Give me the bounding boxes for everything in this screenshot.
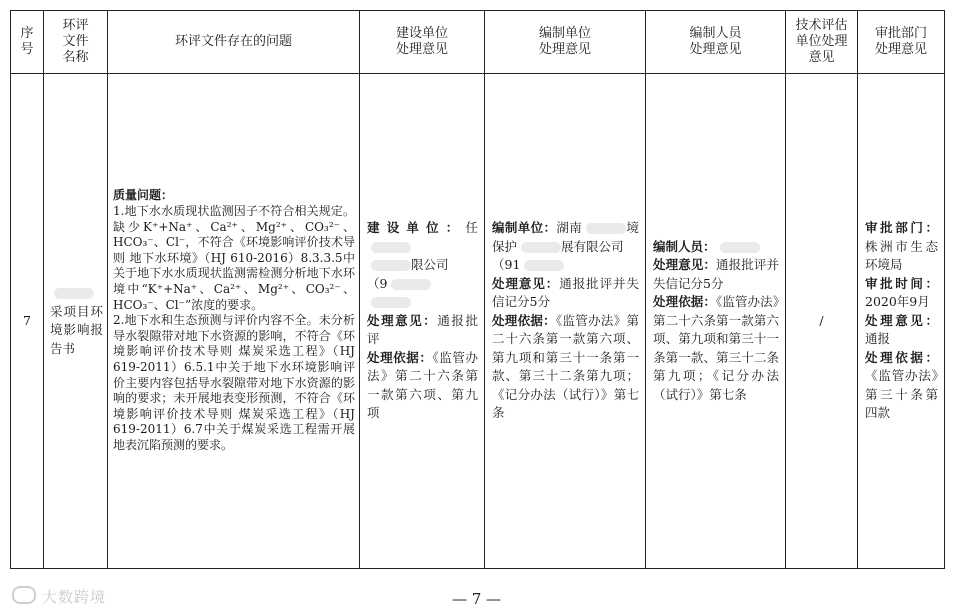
- redacted-text: [54, 288, 94, 299]
- compiler-person-basis-label: 处理依据：: [653, 294, 716, 310]
- redacted-text: [391, 279, 431, 290]
- issues-title: 质量问题：: [113, 188, 174, 203]
- redacted-text: [371, 297, 411, 308]
- compiler-unit-basis-line: [492, 312, 639, 423]
- compiler-unit-label: 编制单位：: [492, 220, 557, 236]
- header-compiler-person-opinion: 编制人员 处理意见: [646, 11, 786, 74]
- compiler-unit-opinion-line: [492, 275, 639, 312]
- tech-eval-opinion-cell: [786, 74, 858, 569]
- redacted-text: [371, 260, 411, 271]
- approval-dept-line: [865, 219, 938, 275]
- builder-unit-value-2: 限公司: [411, 257, 449, 273]
- approval-opinion-value: 通报: [865, 331, 891, 347]
- table-row: [11, 74, 945, 569]
- watermark-text: 大数跨境: [42, 588, 107, 606]
- compiler-unit-value: 湖南: [556, 220, 583, 236]
- issue-paragraph-2: 2.地下水和生态预测与评价内容不全。未分析导水裂隙带对地下水资源的影响，不符合《环境影响评价技术导则 煤炭采选工程》（HJ 619-2011）6.5.1中关于地下水环境影响评价主要内容包括导水裂隙带对地下水资源的影响的要求；未开展地表变形预测，不符合《环境影响评价技术导则 煤炭采选工程》（HJ 619-2011）6.7中关于煤炭采选工程需开展地表沉陷预测的要求。: [113, 313, 355, 452]
- compiler-unit-value-3: 展有限公司: [561, 238, 624, 254]
- approval-opinion-line: [865, 312, 938, 349]
- approval-basis-line: [865, 349, 938, 423]
- header-issues: 环评文件存在的问题: [108, 11, 360, 74]
- tech-eval-value: /: [819, 312, 824, 328]
- compiler-person-opinion-line: [653, 256, 779, 293]
- approval-dept-value: 株洲市生态环境局: [865, 238, 938, 273]
- doc-name: 采项目环境影响报告书: [50, 303, 103, 356]
- evaluation-issues-table: [10, 10, 945, 569]
- doc-name-cell: [44, 74, 108, 569]
- redacted-text: [371, 242, 411, 253]
- builder-code: （9: [367, 275, 388, 291]
- builder-unit-line-2: [367, 256, 478, 275]
- builder-opinion-value: 通报批评: [367, 312, 478, 347]
- approval-basis-value: 《监管办法》第三十条第四款: [865, 368, 938, 421]
- builder-redacted-line: [367, 293, 478, 312]
- compiler-person-basis-line: [653, 293, 779, 404]
- approval-opinion-cell: [858, 74, 945, 569]
- compiler-unit-line: [492, 219, 639, 256]
- compiler-person-basis-value: 《监管办法》第二十六条第一款第六项、第九项和第三十一条第一款、第三十二条第九项；《记分办法（试行）》第七条: [653, 294, 779, 402]
- compiler-unit-basis-value: 《监管办法》第二十六条第一款第六项、第九项和第三十一条第一款、第三十二条第九项；《记分办法（试行）》第七条: [492, 312, 639, 421]
- issue-paragraph-1: 1.地下水水质现状监测因子不符合相关规定。缺少K⁺+Na⁺、Ca²⁺、Mg²⁺、CO₃²⁻、HCO₃⁻、Cl⁻，不符合《环境影响评价技术导则 地下水环境》（HJ 610-2016）8.3.3.5中关于地下水水质现状监测需检测分析地下水环境中“K⁺+Na⁺、Ca²⁺、Mg²⁺、CO₃²⁻、HCO₃⁻、Cl⁻”浓度的要求。: [113, 204, 355, 312]
- compiler-person-opinion-cell: [646, 74, 786, 569]
- row-num: 7: [23, 312, 31, 328]
- header-compiler-unit-opinion: 编制单位 处理意见: [485, 11, 646, 74]
- redacted-text: [521, 242, 561, 253]
- builder-basis-label: 处理依据：: [367, 349, 433, 365]
- redacted-text: [586, 223, 626, 234]
- approval-dept-label: 审批部门：: [865, 220, 938, 236]
- compiler-person-opinion-label: 处理意见：: [653, 257, 717, 273]
- builder-unit-line: [367, 219, 478, 256]
- compiler-unit-value-2: 境保护: [492, 220, 639, 254]
- redacted-text: [720, 242, 760, 253]
- compiler-person-line: [653, 238, 779, 257]
- header-num: 序 号: [11, 11, 44, 74]
- compiler-unit-code-line: [492, 256, 639, 275]
- table-header-row: [11, 11, 945, 74]
- issues-cell: [108, 74, 360, 569]
- header-approval-opinion: 审批部门 处理意见: [858, 11, 945, 74]
- builder-opinion-cell: [360, 74, 485, 569]
- approval-opinion-label: 处理意见：: [865, 312, 938, 328]
- builder-opinion-label: 处理意见：: [367, 312, 438, 328]
- approval-basis-label: 处理依据：: [865, 349, 938, 365]
- redacted-text: [524, 260, 564, 271]
- builder-unit-label: 建设单位：: [367, 220, 466, 236]
- header-tech-eval-opinion: 技术评估 单位处理 意见: [786, 11, 858, 74]
- row-num-cell: [11, 74, 44, 569]
- compiler-unit-code: （91: [492, 257, 521, 273]
- compiler-unit-opinion-value: 通报批评并失信记分5分: [492, 275, 639, 310]
- header-doc-name: 环评 文件 名称: [44, 11, 108, 74]
- compiler-person-opinion-value: 通报批评并失信记分5分: [653, 257, 779, 291]
- approval-time-value: 2020年9月: [865, 294, 930, 310]
- builder-basis-line: [367, 349, 478, 423]
- approval-time-line: [865, 275, 938, 312]
- builder-opinion-line: [367, 312, 478, 349]
- compiler-unit-opinion-cell: [485, 74, 646, 569]
- builder-basis-value: 《监管办法》第二十六条第一款第六项、第九项: [367, 349, 478, 421]
- builder-unit-value: 任: [465, 220, 478, 236]
- compiler-unit-basis-label: 处理依据：: [492, 312, 556, 328]
- header-builder-opinion: 建设单位 处理意见: [360, 11, 485, 74]
- compiler-unit-opinion-label: 处理意见：: [492, 275, 560, 291]
- builder-code-line: [367, 275, 478, 294]
- page-number: — 7 —: [451, 590, 502, 608]
- compiler-person-label: 编制人员：: [653, 238, 716, 254]
- approval-time-label: 审批时间：: [865, 275, 938, 291]
